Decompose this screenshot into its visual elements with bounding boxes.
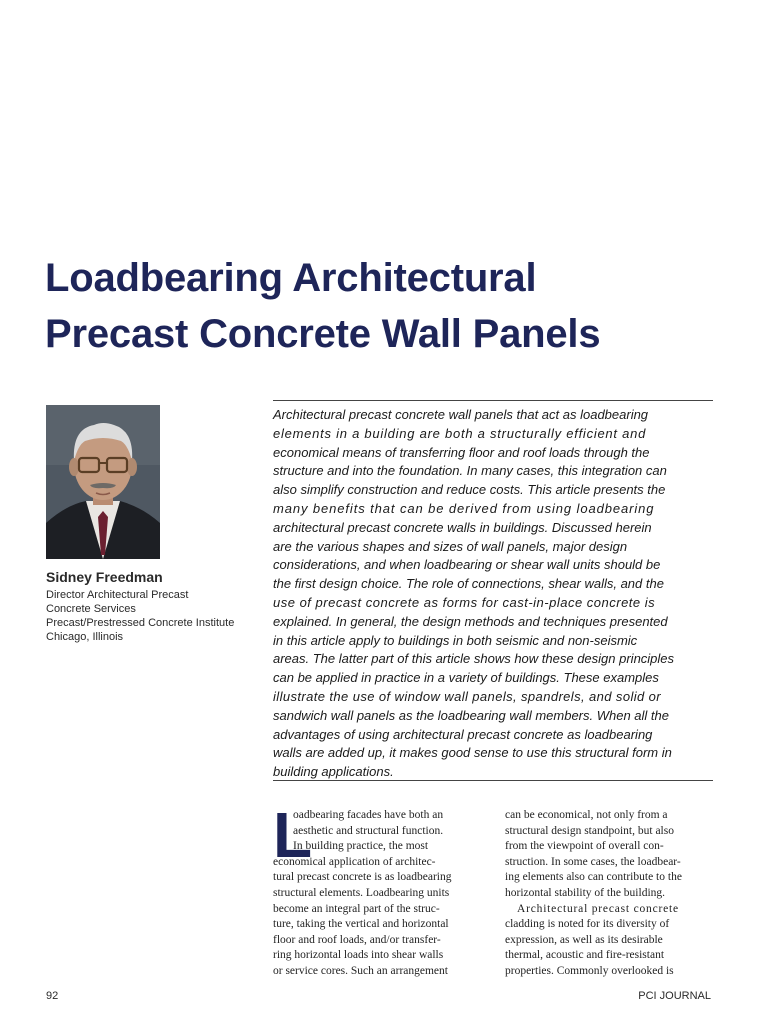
body-line: cladding is noted for its diversity of <box>505 918 670 931</box>
body-line: can be economical, not only from a <box>505 809 668 821</box>
abstract-line: economical means of transferring floor and roof loads through the <box>273 444 650 460</box>
author-portrait-image <box>46 405 160 559</box>
body-column-left <box>273 799 489 980</box>
body-line: floor and roof loads, and/or transfer- <box>273 933 441 946</box>
abstract-line: building applications. <box>273 764 394 780</box>
body-line: Architectural precast concrete <box>517 902 679 915</box>
abstract-bottom-rule <box>273 780 713 781</box>
body-line: oadbearing facades have both an <box>293 809 444 821</box>
body-line: from the viewpoint of overall con- <box>505 840 664 853</box>
abstract-line: areas. The latter part of this article shows how these design principles <box>273 651 675 667</box>
abstract-line: sandwich wall panels as the loadbearing wall members. When all the <box>273 707 669 723</box>
body-line: thermal, acoustic and fire-resistant <box>505 949 665 962</box>
article-title <box>45 250 745 362</box>
author-block <box>46 568 256 644</box>
author-name: Sidney Freedman <box>46 569 163 585</box>
body-line: In building practice, the most <box>293 840 429 853</box>
body-line: struction. In some cases, the loadbear- <box>505 855 681 868</box>
abstract-line: the first design choice. The role of connections, shear walls, and the <box>273 576 664 592</box>
abstract-line: in this article apply to buildings in both seismic and non-seismic <box>273 632 638 648</box>
body-line: structural design standpoint, but also <box>505 824 674 837</box>
abstract-line: considerations, and when loadbearing or shear wall units should be <box>273 557 661 573</box>
abstract-line: explained. In general, the design methods and techniques presented <box>273 613 668 629</box>
body-line: become an integral part of the struc- <box>273 902 440 915</box>
page-number: 92 <box>46 990 59 1002</box>
body-line: structural elements. Loadbearing units <box>273 886 450 899</box>
body-line: ring horizontal loads into shear walls <box>273 949 444 962</box>
body-column-right <box>505 808 721 980</box>
body-line: ing elements also can contribute to the <box>505 871 682 884</box>
author-location: Chicago, Illinois <box>46 631 124 643</box>
abstract-line: can be applied in practice in a variety of buildings. These examples <box>273 670 659 686</box>
title-line-1: Loadbearing Architectural <box>45 256 537 300</box>
abstract-line: structure and into the foundation. In many cases, this integration can <box>273 463 667 479</box>
abstract-line: elements in a building are both a structurally efficient and <box>273 425 647 441</box>
body-line: expression, as well as its desirable <box>505 933 663 946</box>
abstract-line: walls are added up, it makes good sense to use this structural form in <box>273 745 672 761</box>
author-position-2: Concrete Services <box>46 603 136 615</box>
abstract-line: many benefits that can be derived from using loadbearing <box>273 500 655 516</box>
abstract <box>273 406 715 782</box>
author-position: Director Architectural Precast <box>46 589 189 601</box>
body-line: properties. Commonly overlooked is <box>505 964 674 977</box>
title-line-2: Precast Concrete Wall Panels <box>45 312 601 356</box>
abstract-top-rule <box>273 400 713 401</box>
author-organization: Precast/Prestressed Concrete Institute <box>46 617 235 629</box>
drop-cap: L <box>273 799 313 871</box>
body-line: economical application of architec- <box>273 855 436 868</box>
abstract-line: also simplify construction and reduce costs. This article presents the <box>273 482 666 498</box>
abstract-line: architectural precast concrete walls in buildings. Discussed herein <box>273 519 652 535</box>
body-line: ture, taking the vertical and horizontal <box>273 918 449 931</box>
abstract-line: are the various shapes and sizes of wall panels, major design <box>273 538 628 554</box>
abstract-line: advantages of using architectural precast concrete as loadbearing <box>273 726 653 742</box>
body-line: tural precast concrete is as loadbearing <box>273 871 452 884</box>
body-line: or service cores. Such an arrangement <box>273 964 448 977</box>
abstract-line: illustrate the use of window wall panels, spandrels, and solid or <box>273 688 662 704</box>
journal-name: PCI JOURNAL <box>638 990 711 1002</box>
body-line: horizontal stability of the building. <box>505 886 666 899</box>
body-line: aesthetic and structural function. <box>293 824 444 837</box>
abstract-line: Architectural precast concrete wall panels that act as loadbearing <box>273 407 649 422</box>
abstract-line: use of precast concrete as forms for cast-in-place concrete is <box>273 594 656 610</box>
author-photo <box>46 405 160 559</box>
